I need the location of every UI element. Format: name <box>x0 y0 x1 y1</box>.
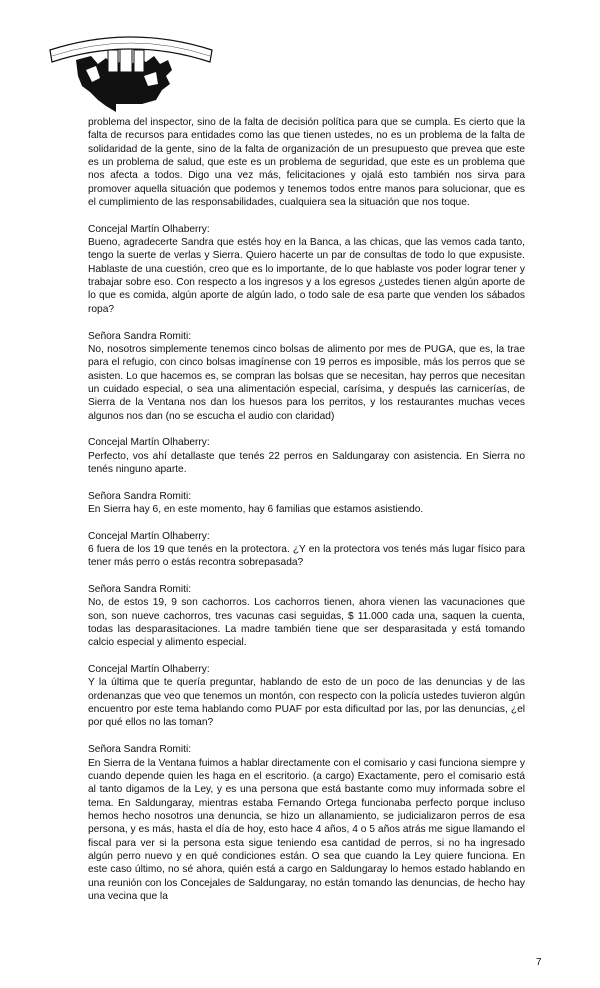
dialogue-block <box>88 583 525 650</box>
dialogue-block <box>88 330 525 423</box>
dialogue-block <box>88 490 525 517</box>
speaker-label: Señora Sandra Romiti: <box>88 744 192 756</box>
paragraph-text: 6 fuera de los 19 que tenés en la protectora. ¿Y en la protectora vos tenés más lugar físico para tener más perro o estás recontra sobrepasada? <box>88 544 525 569</box>
paragraph-text: Y la última que te quería preguntar, hablando de esto de un poco de las denuncias y de las ordenanzas que veo que tenemos un montón, con respecto con la policía ustedes tuvieron algún encuentro por este tema hablando como PUAF por esta dificultad por las, por las denuncias, ¿el por qué ellos no las toman? <box>88 677 525 729</box>
speaker-label: Concejal Martín Olhaberry: <box>88 664 210 676</box>
paragraph-text: No, de estos 19, 9 son cachorros. Los cachorros tienen, ahora vienen las vacunaciones que son, son nueve cachorros, tres vacunas casi seguidas, $ 11.000 cada una, saquen la cuenta, todas las desparasitaciones. La madre también tiene que ser desparasitada y está tomando calcio especial y alimento especial. <box>88 597 525 649</box>
speaker-label: Señora Sandra Romiti: <box>88 330 192 342</box>
speaker-label: Señora Sandra Romiti: <box>88 584 192 596</box>
paragraph-text: problema del inspector, sino de la falta de decisión política para que se cumpla. Es cierto que la falta de recursos para entidades como las que tienen ustedes, no es un problema de la falta de solidaridad de la gente, sino de la falta de organización de un presupuesto que prevea que este es un problema de salud, que este es un problema de seguridad, que este es un problema que nos afecta a todos. Digo una vez más, felicitaciones y ojalá esto también nos sirva para promover aquella situación que podemos y tenemos todos entre manos para solucionar, que es el cumplimiento de las responsabilidades, cualquiera sea la situación que nos toque. <box>88 117 525 209</box>
dialogue-block <box>88 223 525 316</box>
page-number: 7 <box>536 957 542 968</box>
document-body <box>88 116 525 917</box>
speaker-label: Concejal Martín Olhaberry: <box>88 530 210 542</box>
paragraph-text: Bueno, agradecerte Sandra que estés hoy en la Banca, a las chicas, que las vemos cada tanto, tengo la suerte de verlas y Sierra. Quiero hacerte un par de consultas de todo lo que expusiste. Hablaste de una cuestión, creo que es lo importante, de lo que hablaste vos poder lograr tener y trabajar sobre eso. Con respecto a los ingresos y a los egresos ¿ustedes tienen algún aporte de lo que es comida, algún aporte de algún lado, o todo sale de esa parte que venden los sábados ropa? <box>88 237 525 315</box>
paragraph-text: En Sierra de la Ventana fuimos a hablar directamente con el comisario y casi funciona siempre y cuando depende quien les haga en el escritorio. (a cargo) Exactamente, pero el comisario está al tanto digamos de la Ley, y es una persona que está bastante como muy informada sobre el tema. En Saldungaray, mientras estaba Fernando Ortega funcionaba perfecto porque incluso hemos hecho nosotros una denuncia, se hizo un allanamiento, se judicializaron perros de esa persona, y es más, hasta el día de hoy, esto hace 4 años, 4 o 5 años atrás me sigue llamando el fiscal para ver si la persona esta sigue teniendo esa cantidad de perros, si no ha ingresado algún perro nuevo y en qué condiciones están. O sea que cuando la Ley quiere funciona. En este caso último, no sé ahora, quién está a cargo en Saldungaray lo hemos estado hablando en una reunión con los Concejales de Saldungaray, no están tomando las denuncias, de hecho hay una vecina que la <box>88 757 525 902</box>
dialogue-block <box>88 663 525 730</box>
dialogue-block <box>88 530 525 570</box>
dialogue-block <box>88 116 525 209</box>
speaker-label: Concejal Martín Olhaberry: <box>88 223 210 235</box>
paragraph-text: Perfecto, vos ahí detallaste que tenés 22 perros en Saldungaray con asistencia. En Sierra no tenés ninguno aparte. <box>88 450 525 475</box>
dialogue-block <box>88 436 525 476</box>
paragraph-text: En Sierra hay 6, en este momento, hay 6 familias que estamos asistiendo. <box>88 503 424 515</box>
dialogue-block <box>88 743 525 903</box>
speaker-label: Concejal Martín Olhaberry: <box>88 437 210 449</box>
paragraph-text: No, nosotros simplemente tenemos cinco bolsas de alimento por mes de PUGA, que es, la trae para el refugio, con cinco bolsas imagínense con 19 perros es imposible, más los perros que se asisten. Lo que hacemos es, se compran las bolsas que se necesitan, hay perros que necesitan un cuidado especial, o sea una alimentación especial, carísima, y después las carnicerías, de Sierra de la Ventana nos dan los huesos para los perritos, y los restaurantes muchas veces algunos nos dan (no se escucha el audio con claridad) <box>88 343 525 422</box>
council-seal-icon <box>46 20 216 120</box>
council-logo <box>46 20 216 120</box>
speaker-label: Señora Sandra Romiti: <box>88 490 192 502</box>
